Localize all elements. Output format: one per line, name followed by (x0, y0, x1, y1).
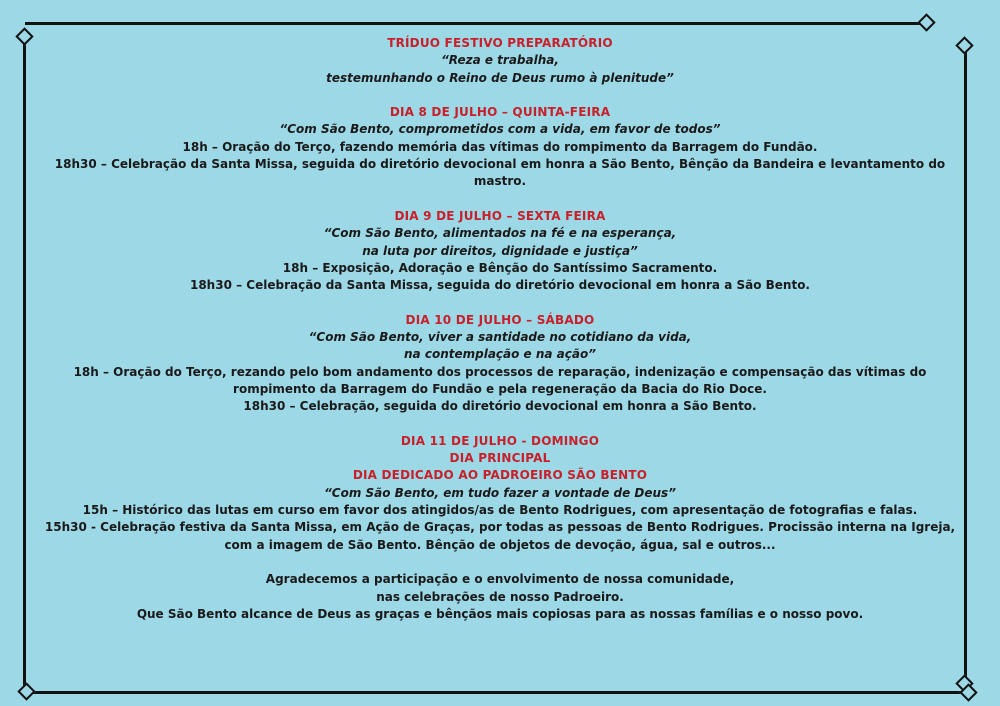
day-quote-line: na contemplação e na ação” (404, 347, 596, 362)
day-section-8 (35, 104, 965, 190)
schedule-item: 15h – Histórico das lutas em curso em favor dos atingidos/as de Bento Rodrigues, com apresentação de fotografias e falas. (82, 503, 918, 518)
spacer (35, 416, 965, 433)
day-subheading: DIA PRINCIPAL (449, 451, 551, 466)
schedule-item: 18h30 – Celebração, seguida do diretório devocional em honra a São Bento. (243, 399, 757, 414)
closing-message (35, 571, 965, 623)
day-quote-line: “Com São Bento, comprometidos com a vida, em favor de todos” (279, 122, 721, 137)
schedule-item: com a imagem de São Bento. Bênção de objetos de devoção, água, sal e outros... (224, 537, 776, 552)
day-section-9 (35, 208, 965, 294)
schedule-item: 18h – Exposição, Adoração e Bênção do Santíssimo Sacramento. (282, 260, 718, 275)
closing-line: Que São Bento alcance de Deus as graças e bênçãos mais copiosas para as nossas famílias e o nosso povo. (136, 606, 864, 621)
frame-top-line (25, 22, 929, 25)
schedule-item: 18h – Oração do Terço, fazendo memória das vítimas do rompimento da Barragem do Fundão. (182, 139, 818, 154)
schedule-item: mastro. (473, 174, 527, 189)
spacer (35, 294, 965, 311)
day-section-11 (35, 433, 965, 554)
frame-bottom-line (28, 691, 972, 694)
day-heading: DIA 10 DE JULHO – SÁBADO (405, 312, 595, 327)
day-quote-line: “Com São Bento, alimentados na fé e na esperança, (323, 226, 677, 241)
day-heading: DIA 9 DE JULHO – SEXTA FEIRA (394, 208, 606, 223)
spacer (35, 87, 965, 104)
frame-corner-top-right-icon (917, 13, 935, 31)
schedule-item: 18h – Oração do Terço, rezando pelo bom andamento dos processos de reparação, indenização e compensação das vítimas do (73, 364, 927, 379)
day-quote-line: “Com São Bento, em tudo fazer a vontade de Deus” (324, 485, 676, 500)
spacer (35, 191, 965, 208)
day-subheading: DIA DEDICADO AO PADROEIRO SÃO BENTO (352, 468, 648, 483)
closing-line: nas celebrações de nosso Padroeiro. (376, 589, 624, 604)
schedule-item: rompimento da Barragem do Fundão e pela regeneração da Bacia do Rio Doce. (233, 381, 767, 396)
schedule-item: 15h30 - Celebração festiva da Santa Missa, em Ação de Graças, por todas as pessoas de Bento Rodrigues. Procissão interna na Igreja, (44, 520, 956, 535)
day-heading: DIA 8 DE JULHO – QUINTA-FEIRA (389, 105, 611, 120)
schedule-item: 18h30 – Celebração da Santa Missa, seguida do diretório devocional em honra a São Bento, Bênção da Bandeira e levantamento do (54, 157, 946, 172)
day-quote-line: na luta por direitos, dignidade e justiça” (362, 243, 638, 258)
spacer (35, 554, 965, 571)
day-quote-line: “Com São Bento, viver a santidade no cotidiano da vida, (308, 330, 692, 345)
day-quote (35, 121, 965, 138)
closing-line: Agradecemos a participação e o envolvimento de nossa comunidade, (265, 572, 735, 587)
day-section-10 (35, 312, 965, 416)
frame-left-line (23, 36, 26, 692)
program-content (35, 35, 965, 623)
day-quote (35, 485, 965, 502)
day-heading: DIA 11 DE JULHO - DOMINGO (400, 433, 600, 448)
motto (35, 52, 965, 87)
day-quote (35, 329, 965, 364)
frame-corner-bottom-left-icon (17, 682, 35, 700)
day-quote (35, 225, 965, 260)
schedule-item: 18h30 – Celebração da Santa Missa, seguida do diretório devocional em honra a São Bento. (189, 278, 810, 293)
motto-line: “Reza e trabalha, (441, 53, 559, 68)
page-title: TRÍDUO FESTIVO PREPARATÓRIO (387, 36, 613, 50)
motto-line: testemunhando o Reino de Deus rumo à plenitude” (326, 70, 674, 85)
frame-corner-top-left-icon (15, 27, 33, 45)
